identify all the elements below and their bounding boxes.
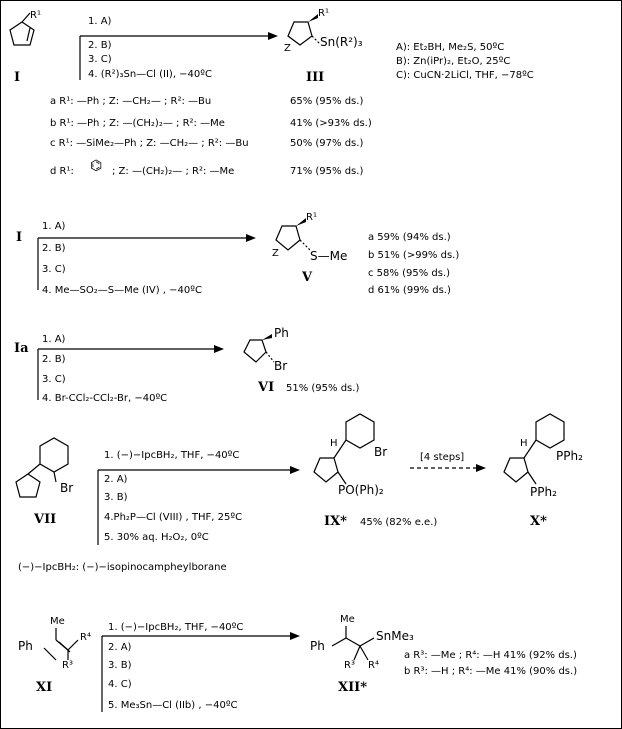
s3-step-3: 3. C)	[42, 374, 66, 385]
s5-step-2: 2. A)	[108, 642, 132, 653]
s5-prod-ph: Ph	[310, 639, 325, 653]
s4-prod-br: Br	[374, 445, 388, 459]
s4-step-3: 3. B)	[104, 492, 128, 503]
s2-prod-label: V	[302, 270, 313, 285]
s4-sm-label: VII	[34, 512, 57, 527]
cyclopentane-V	[276, 218, 310, 250]
s3-start-label: Ia	[14, 341, 29, 356]
s5-sm-r4: R⁴	[80, 632, 91, 643]
s5-step-5: 5. Me₃Sn—Cl (IIb) , −40ºC	[108, 700, 238, 711]
s1-prod-label: III	[306, 70, 325, 85]
s4-prod-po: PO(Ph)₂	[338, 483, 384, 497]
s4-final-h: H	[520, 438, 528, 449]
s4-step-1: 1. (−)−IpcBH₂, THF, −40ºC	[104, 450, 240, 461]
s2-yield-a: a 59% (94% ds.)	[368, 232, 451, 243]
s1-prod-r1: R¹	[318, 8, 329, 19]
s1-entry-d: ; Z: —(CH₂)₂— ; R²: —Me	[112, 166, 235, 177]
s5-prod-label: XII*	[338, 680, 368, 695]
s5-entry-b: b R³: —H ; R⁴: —Me 41% (90% ds.)	[404, 666, 578, 677]
s1-sm-label: I	[14, 70, 21, 85]
s5-prod-snme3: SnMe₃	[376, 629, 414, 643]
s4-prod-h: H	[330, 438, 338, 449]
s4-step-2: 2. A)	[104, 474, 128, 485]
s2-yield-c: c 58% (95% ds.)	[368, 268, 451, 279]
cyclopentane-III	[288, 14, 320, 45]
s5-sm-me: Me	[50, 616, 65, 627]
s3-yield: 51% (95% ds.)	[286, 383, 360, 394]
s2-step-2: 2. B)	[42, 243, 66, 254]
s2-start-label: I	[16, 230, 23, 245]
s3-br: Br	[274, 359, 288, 373]
s3-step-4: 4. Br-CCl₂-CCl₂-Br, −40ºC	[42, 393, 168, 404]
s4-final-pph2-b: PPh₂	[530, 485, 557, 499]
s2-yield-b: b 51% (>99% ds.)	[368, 250, 460, 261]
s1-entry-c: c R¹: —SiMe₂—Ph ; Z: —CH₂— ; R²: —Bu	[50, 138, 249, 149]
s4-final-pph2-a: PPh₂	[556, 449, 583, 463]
s3-step-1: 1. A)	[42, 334, 66, 345]
s4-step-5: 5. 30% aq. H₂O₂, 0ºC	[104, 532, 209, 543]
s2-prod-z: Z	[272, 248, 279, 259]
s1-step-4: 4. (R²)₃Sn—Cl (II), −40ºC	[88, 69, 212, 80]
s2-step-4: 4. Me—SO₂—S—Me (IV) , −40ºC	[42, 285, 202, 296]
s1-step-1: 1. A)	[88, 16, 112, 27]
s1-entry-a-yield: 65% (95% ds.)	[290, 96, 364, 107]
s3-ph: Ph	[274, 326, 289, 340]
s1-step-2: 2. B)	[88, 40, 112, 51]
s2-yield-d: d 61% (99% ds.)	[368, 285, 451, 296]
cyclopentane-VI	[244, 334, 274, 362]
s1-prod-sn: Sn(R²)₃	[320, 35, 363, 49]
s4-note: (−)−IpcBH₂: (−)−isopinocampheylborane	[18, 562, 227, 573]
s3-prod-label: VI	[258, 380, 275, 395]
s5-entry-a: a R³: —Me ; R⁴: —H 41% (92% ds.)	[404, 650, 577, 661]
s4-prod-yield: 45% (82% e.e.)	[360, 517, 438, 528]
s2-step-1: 1. A)	[42, 221, 66, 232]
s5-prod-me: Me	[340, 614, 355, 625]
alkene-XI	[44, 628, 78, 660]
s3-step-2: 2. B)	[42, 354, 66, 365]
s4-step-4: 4.Ph₂P—Cl (VIII) , THF, 25ºC	[104, 512, 243, 523]
s4-sm-br: Br	[60, 481, 74, 495]
s1-entry-b-yield: 41% (>93% ds.)	[290, 118, 372, 129]
cyclopentane-X	[504, 414, 564, 484]
s4-final-label: X*	[530, 514, 547, 529]
reagent-A: A): Et₂BH, Me₂S, 50ºC	[396, 42, 505, 53]
s5-sm-ph: Ph	[18, 639, 33, 653]
s2-prod-r1: R¹	[306, 212, 317, 223]
s4-arrow2-label: [4 steps]	[420, 452, 465, 463]
s1-step-3: 3. C)	[88, 54, 112, 65]
s4-prod-label: IX*	[324, 514, 347, 529]
s2-step-3: 3. C)	[42, 264, 66, 275]
s1-entry-b: b R¹: —Ph ; Z: —(CH₂)₂— ; R²: —Me	[50, 118, 225, 129]
s1-prod-z: Z	[284, 43, 291, 54]
s1-entry-c-yield: 50% (97% ds.)	[290, 138, 364, 149]
s5-prod-r4: R⁴	[368, 660, 379, 671]
dioxolane-symbol: ⌬	[90, 158, 103, 174]
reagent-B: B): Zn(iPr)₂, Et₂O, 25ºC	[396, 56, 511, 67]
reagent-C: C): CuCN·2LiCl, THF, −78ºC	[396, 70, 534, 81]
s5-step-3: 3. B)	[108, 660, 132, 671]
s1-entry-d-yield: 71% (95% ds.)	[290, 166, 364, 177]
s1-sm-r1: R¹	[30, 10, 41, 21]
cyclopentane-IX	[314, 414, 374, 484]
s5-sm-label: XI	[36, 680, 53, 695]
s5-sm-r3: R³	[62, 660, 73, 671]
s5-prod-r3: R³	[344, 660, 355, 671]
s1-entry-d-prefix: d R¹:	[50, 166, 74, 177]
s5-step-4: 4. C)	[108, 679, 132, 690]
s5-step-1: 1. (−)−IpcBH₂, THF, −40ºC	[108, 622, 244, 633]
s2-prod-sme: S—Me	[310, 249, 348, 263]
s1-entry-a: a R¹: —Ph ; Z: —CH₂— ; R²: —Bu	[50, 96, 212, 107]
product-XII-skeleton	[332, 626, 374, 660]
